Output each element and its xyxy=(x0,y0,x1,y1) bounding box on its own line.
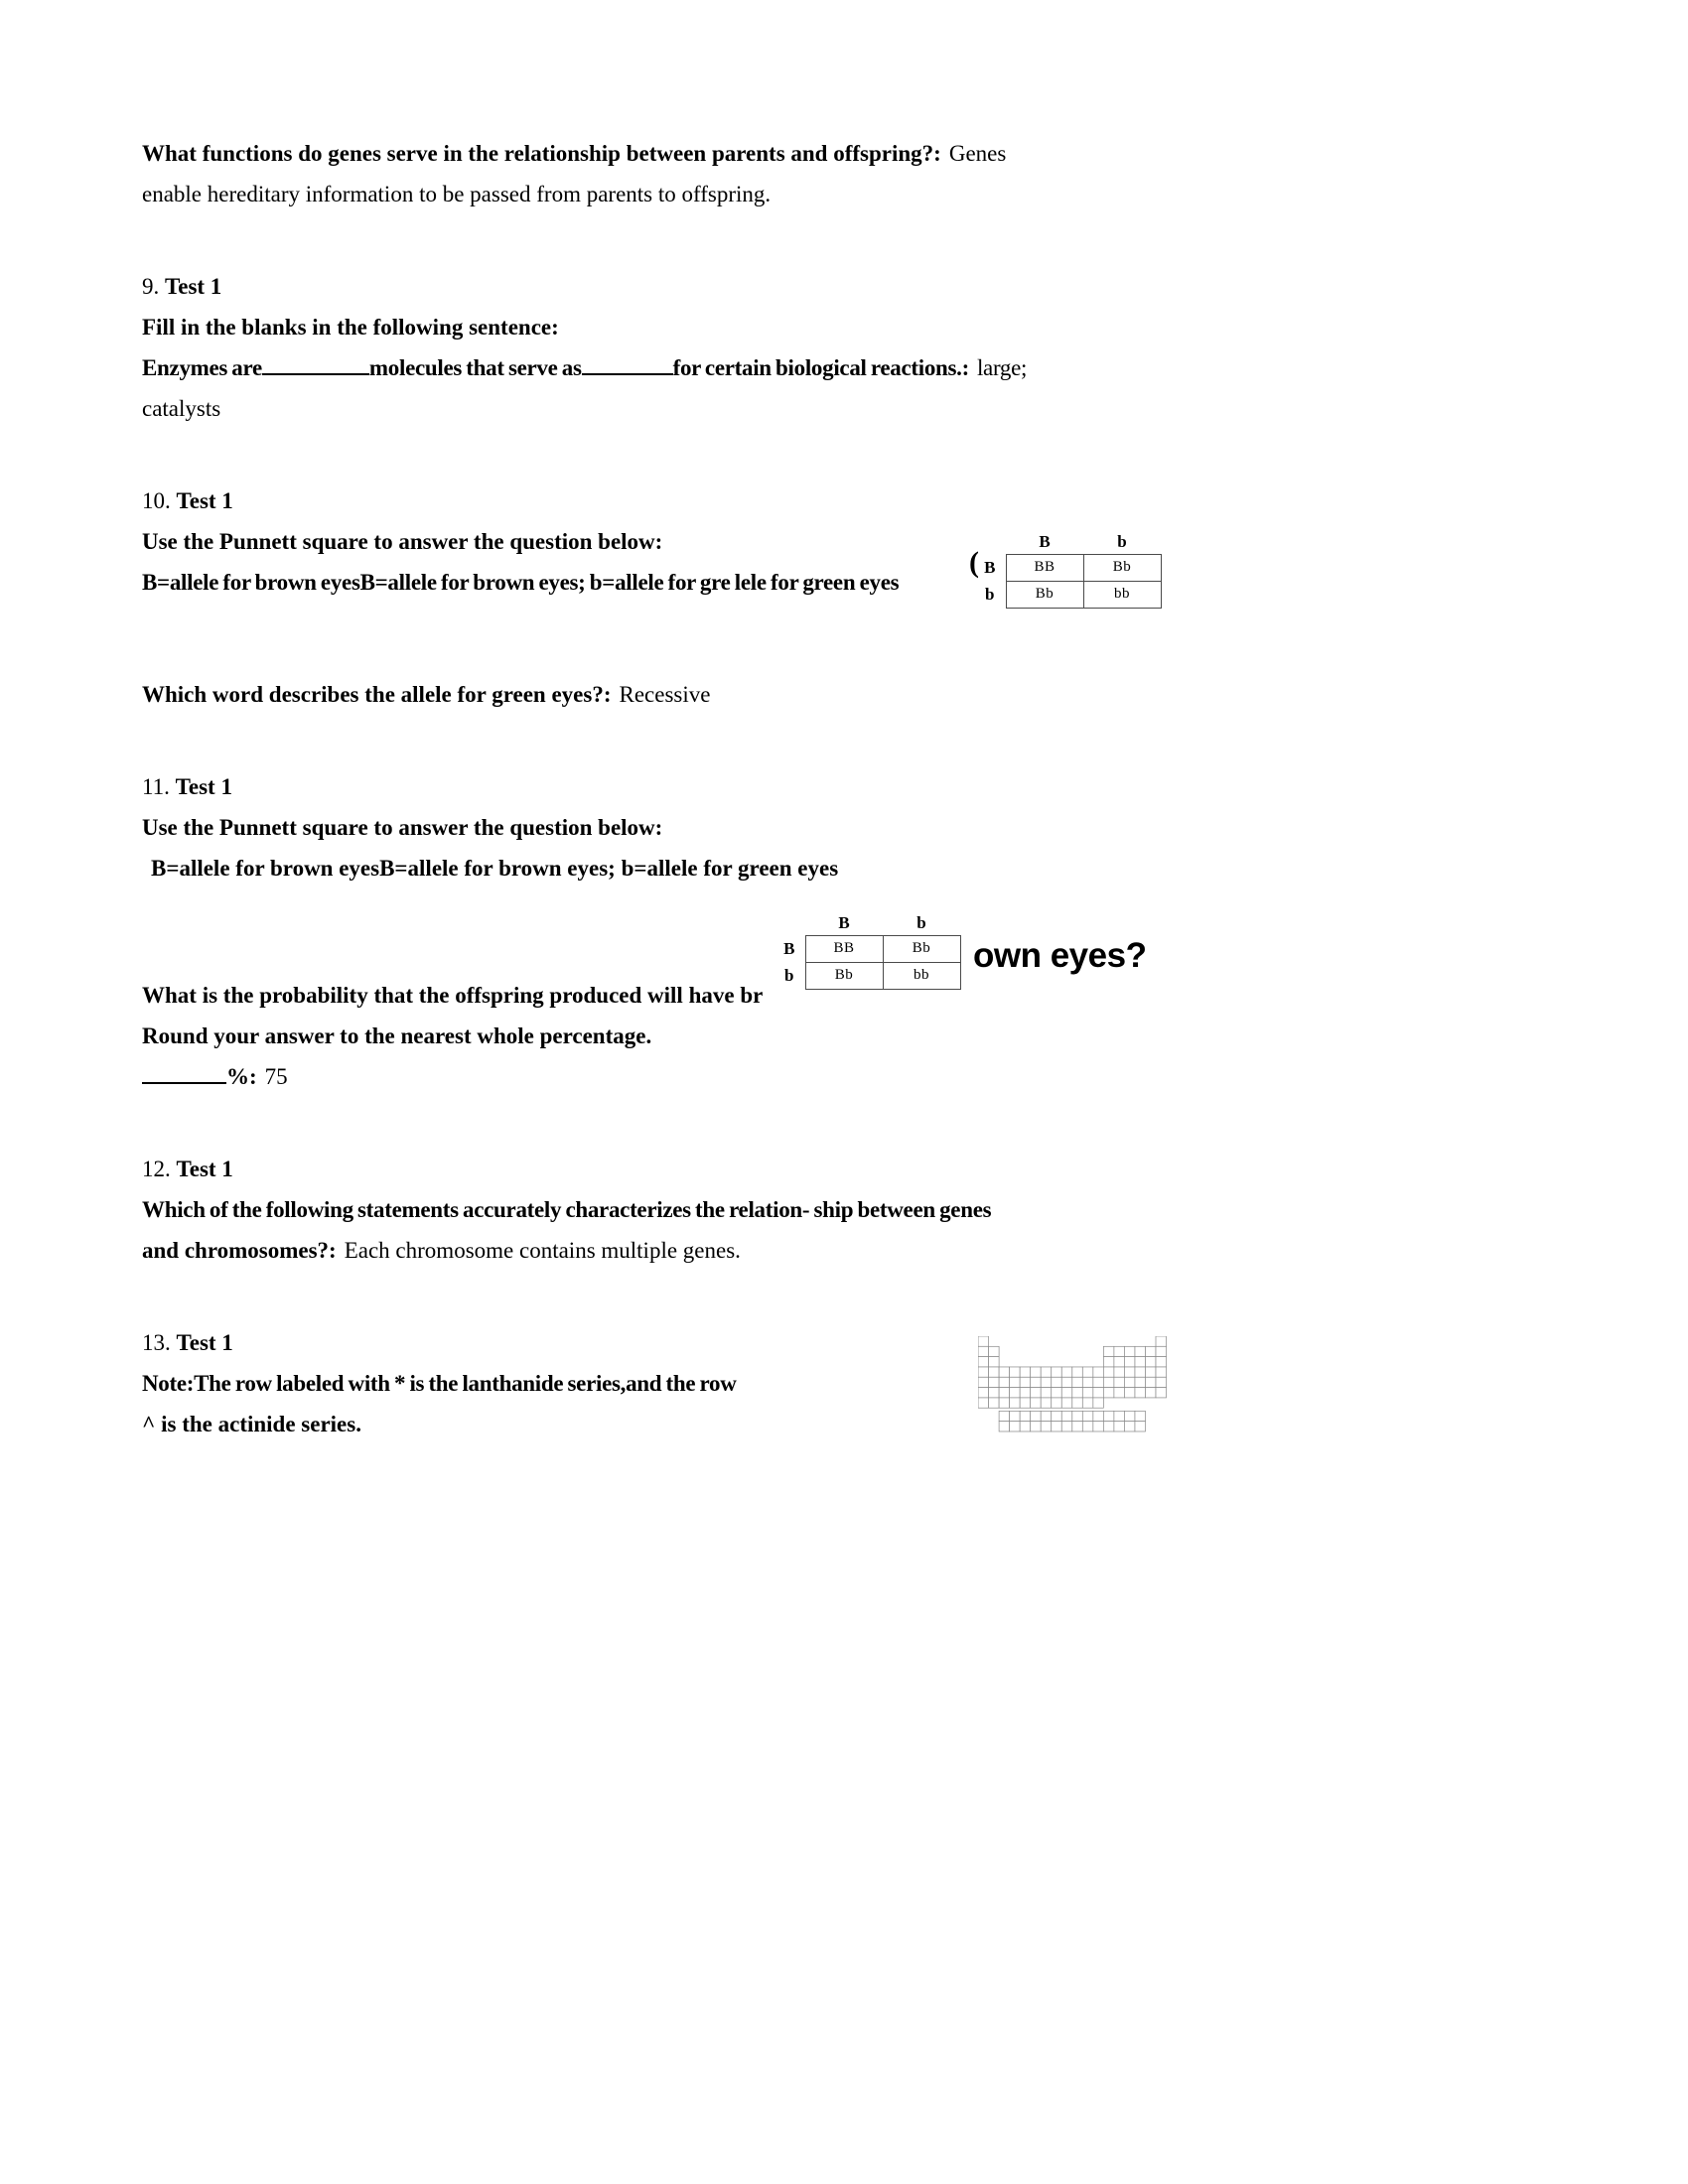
punnett-row xyxy=(777,935,960,962)
allele-definition-line: B=allele for brown eyesB=allele for brown eyes; b=allele for green eyes xyxy=(151,856,839,881)
answer-text: 75 xyxy=(264,1064,288,1089)
sub-question-line: What is the probability that the offspring produced will have br xyxy=(142,983,764,1008)
question-prompt: Fill in the blanks in the following sentence: xyxy=(142,315,559,340)
punnett-square-q11 xyxy=(777,911,961,990)
punnett-header-row xyxy=(978,530,1161,554)
punnett-col-header: B xyxy=(1039,531,1051,551)
rounding-instruction-line: Round your answer to the nearest whole percentage. xyxy=(142,1024,652,1048)
punnett-cell: Bb xyxy=(1006,581,1083,608)
question-prompt: Use the Punnett square to answer the question below: xyxy=(142,529,663,554)
punnett-cell: BB xyxy=(1006,554,1083,581)
punnett-corner xyxy=(978,530,1006,554)
periodic-table-image xyxy=(978,1336,1167,1438)
note-text: ^ is the actinide series. xyxy=(142,1412,361,1436)
question-number: 13. xyxy=(142,1330,171,1355)
overlay-question-fragment: own eyes? xyxy=(973,936,1147,975)
question-title: Test 1 xyxy=(176,1330,233,1355)
punnett-row-header: B xyxy=(783,938,795,958)
sentence-part: Enzymes are xyxy=(142,355,262,380)
blank-line xyxy=(142,1080,226,1084)
punnett-row xyxy=(978,581,1161,608)
question-prompt: Use the Punnett square to answer the question below: xyxy=(142,815,663,840)
punnett-cell: Bb xyxy=(883,935,960,962)
punnett-row-header: b xyxy=(784,965,794,985)
sentence-part: for certain biological reactions.: xyxy=(672,355,969,380)
punnett-col-header: b xyxy=(916,912,926,932)
sentence-part: molecules that serve as xyxy=(368,355,582,380)
question-title: Test 1 xyxy=(175,774,232,799)
question-heading xyxy=(142,480,1165,521)
question-heading xyxy=(142,266,1165,307)
question-heading xyxy=(142,766,1165,807)
question-number: 11. xyxy=(142,774,170,799)
percent-label: %: xyxy=(226,1064,257,1089)
question-heading xyxy=(142,1149,1165,1189)
answer-text: Each chromosome contains multiple genes. xyxy=(344,1238,741,1263)
answer-text: catalysts xyxy=(142,396,221,421)
question-text: What functions do genes serve in the relationship between parents and offspring?: xyxy=(142,141,941,166)
punnett-cell: bb xyxy=(1083,581,1161,608)
question-12 xyxy=(142,1149,1165,1271)
punnett-square-q10 xyxy=(978,530,1162,609)
punnett-corner xyxy=(777,911,805,935)
intro-question-line xyxy=(142,133,1165,174)
fill-blank-sentence xyxy=(142,347,1165,388)
parenthesis-glyph: ( xyxy=(969,546,979,579)
answer-text: enable hereditary information to be passed from parents to offspring. xyxy=(142,182,772,206)
note-text: Note:The row labeled with * is the lanthanide series,and the row xyxy=(142,1371,737,1396)
question-number: 10. xyxy=(142,488,171,513)
punnett-cell: bb xyxy=(883,962,960,989)
question-text: and chromosomes?: xyxy=(142,1238,337,1263)
percent-answer-line xyxy=(142,1056,1165,1097)
question-number: 12. xyxy=(142,1157,171,1181)
question-9 xyxy=(142,266,1165,429)
question-answer-line xyxy=(142,1230,1165,1271)
punnett-row-header: b xyxy=(985,584,995,604)
punnett-cell: BB xyxy=(805,935,883,962)
question-text: Which word describes the allele for green eyes?: xyxy=(142,682,612,707)
punnett-row xyxy=(777,962,960,989)
question-title: Test 1 xyxy=(176,488,233,513)
question-text: Which of the following statements accurately characterizes the relation- ship between genes xyxy=(142,1197,992,1222)
document-content xyxy=(142,133,1165,1444)
punnett-header-row xyxy=(777,911,960,935)
question-11 xyxy=(142,766,1165,1097)
blank-line xyxy=(262,371,369,375)
intro-qa xyxy=(142,133,1165,214)
punnett-col-header: B xyxy=(838,912,850,932)
punnett-row xyxy=(978,554,1161,581)
question-number: 9. xyxy=(142,274,160,299)
question-title: Test 1 xyxy=(176,1157,233,1181)
punnett-row-header: B xyxy=(984,557,996,577)
question-title: Test 1 xyxy=(165,274,222,299)
answer-text: large; xyxy=(976,355,1028,380)
blank-line xyxy=(582,371,673,375)
answer-text: Recessive xyxy=(619,682,711,707)
punnett-cell: Bb xyxy=(1083,554,1161,581)
allele-definition-line: B=allele for brown eyesB=allele for brown eyes; b=allele for gre lele for green eyes xyxy=(142,570,900,595)
answer-text: Genes xyxy=(948,141,1007,166)
punnett-cell: Bb xyxy=(805,962,883,989)
punnett-col-header: b xyxy=(1117,531,1127,551)
sub-question-line xyxy=(142,674,1165,715)
